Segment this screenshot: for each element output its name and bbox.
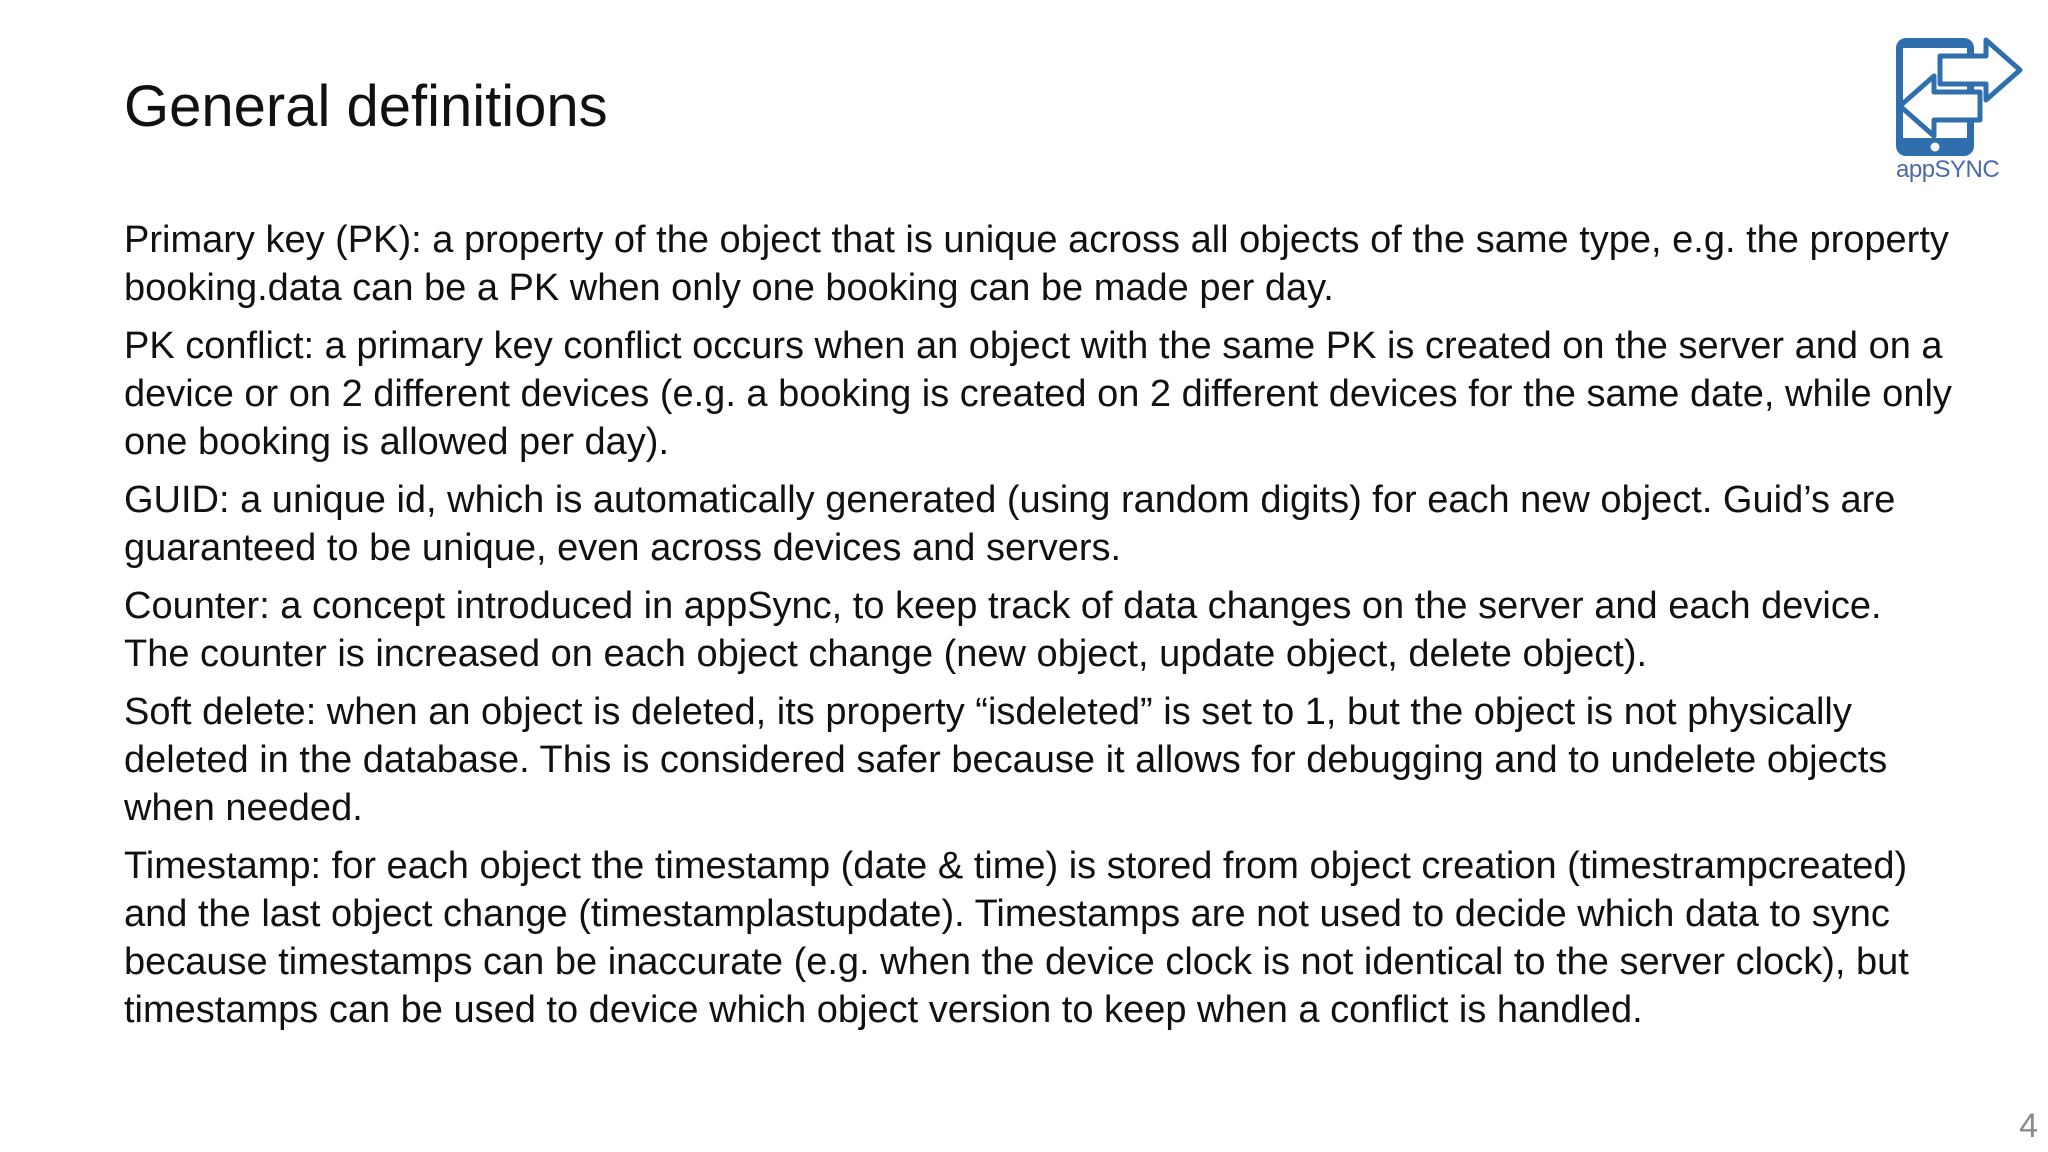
definition-guid: GUID: a unique id, which is automatically generated (using random digits) for each new object. Guid’s are guaranteed to be unique, even across devices and servers. bbox=[124, 479, 1896, 569]
logo-text: appSYNC bbox=[1896, 156, 2000, 183]
definition-timestamp: Timestamp: for each object the timestamp (date & time) is stored from object creation (timestrampcreated) and the last object change (timestamplastupdate). Timestamps are not used to decide which data to sync because timestamps can be inaccurate (e.g. when the device clock is not identical to the server clock), but timestamps can be used to device which object version to keep when a conflict is handled. bbox=[124, 845, 1909, 1031]
definition-soft-delete: Soft delete: when an object is deleted, its property “isdeleted” is set to 1, but the object is not physically deleted in the database. This is considered safer because it allows for debugging and to undelete objects when needed. bbox=[124, 691, 1888, 829]
definition-primary-key: Primary key (PK): a property of the object that is unique across all objects of the same type, e.g. the property booking.data can be a PK when only one booking can be made per day. bbox=[124, 219, 1949, 309]
definition-pk-conflict: PK conflict: a primary key conflict occurs when an object with the same PK is created on the server and on a device or on 2 different devices (e.g. a booking is created on 2 different devices for the same date, while only one booking is allowed per day). bbox=[124, 325, 1952, 463]
definition-counter: Counter: a concept introduced in appSync, to keep track of data changes on the server and each device. The counter is increased on each object change (new object, update object, delete object). bbox=[124, 585, 1882, 675]
page-number: 4 bbox=[2019, 1107, 2038, 1145]
slide-title: General definitions bbox=[124, 74, 608, 139]
definitions-body bbox=[124, 216, 1954, 1044]
